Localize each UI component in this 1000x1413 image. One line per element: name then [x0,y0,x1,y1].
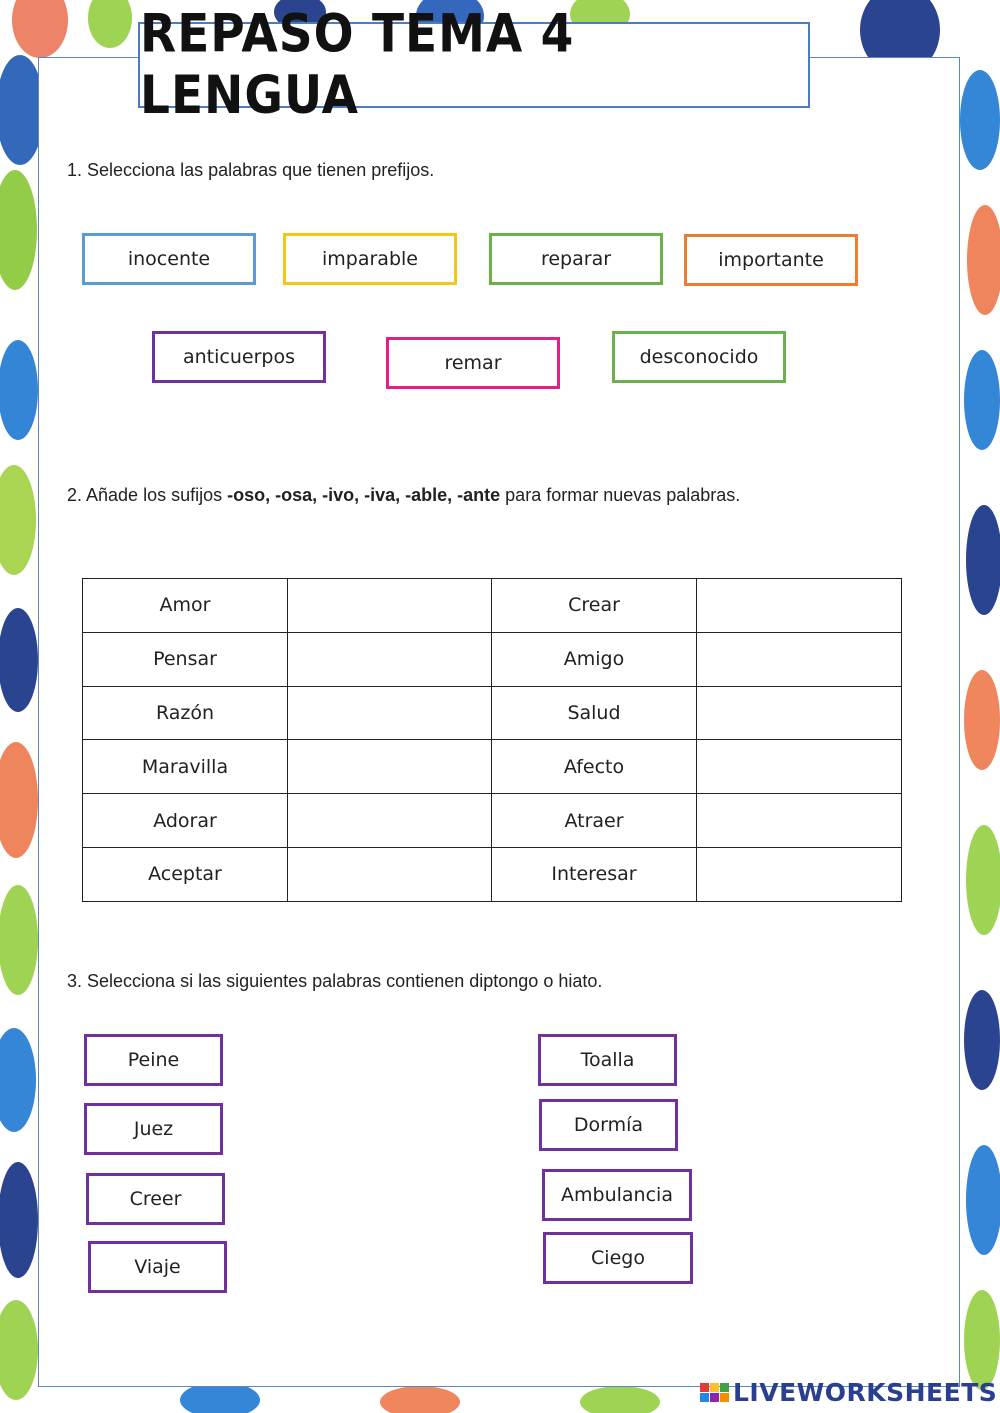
word-box-prefix[interactable]: anticuerpos [152,331,326,383]
answer-cell[interactable] [697,686,902,740]
answer-cell[interactable] [697,794,902,848]
answer-input[interactable] [288,740,491,793]
base-word-cell: Amor [83,579,288,633]
table-row [83,740,902,794]
table-row [83,579,902,633]
watermark-text: LIVEWORKSHEETS [733,1377,998,1407]
table-row [83,847,902,901]
base-word-cell: Aceptar [83,847,288,901]
table-row [83,632,902,686]
base-word-cell: Salud [492,686,697,740]
answer-input[interactable] [288,579,491,632]
base-word-cell: Atraer [492,794,697,848]
word-box-diphthong-hiatus[interactable]: Toalla [538,1034,677,1086]
answer-input[interactable] [288,633,491,686]
word-box-prefix[interactable]: desconocido [612,331,786,383]
word-box-diphthong-hiatus[interactable]: Juez [84,1103,223,1155]
answer-input[interactable] [288,794,491,847]
answer-cell[interactable] [288,740,492,794]
answer-cell[interactable] [697,740,902,794]
word-box-diphthong-hiatus[interactable]: Peine [84,1034,223,1086]
word-box-prefix[interactable]: remar [386,337,560,389]
answer-input[interactable] [697,687,901,740]
section2-prompt [67,485,740,506]
base-word-cell: Afecto [492,740,697,794]
word-box-diphthong-hiatus[interactable]: Dormía [539,1099,678,1151]
suffix-table [82,578,902,902]
answer-input[interactable] [288,687,491,740]
section3-prompt: 3. Selecciona si las siguientes palabras contienen diptongo o hiato. [67,971,603,991]
section1-prompt: 1. Selecciona las palabras que tienen prefijos. [67,160,435,180]
answer-cell[interactable] [288,632,492,686]
answer-cell[interactable] [288,847,492,901]
word-box-prefix[interactable]: imparable [283,233,457,285]
table-row [83,794,902,848]
base-word-cell: Amigo [492,632,697,686]
word-box-diphthong-hiatus[interactable]: Ambulancia [542,1169,692,1221]
table-row [83,686,902,740]
word-box-diphthong-hiatus[interactable]: Creer [86,1173,225,1225]
base-word-cell: Adorar [83,794,288,848]
section2-prompt-start: 2. Añade los sufijos [67,485,228,505]
page-title: REPASO TEMA 4 LENGUA [140,3,575,127]
answer-cell[interactable] [288,794,492,848]
word-box-prefix[interactable]: importante [684,234,858,286]
answer-input[interactable] [697,848,901,901]
answer-cell[interactable] [288,686,492,740]
answer-cell[interactable] [697,847,902,901]
base-word-cell: Interesar [492,847,697,901]
base-word-cell: Pensar [83,632,288,686]
answer-cell[interactable] [697,579,902,633]
answer-input[interactable] [697,740,901,793]
base-word-cell: Razón [83,686,288,740]
base-word-cell: Crear [492,579,697,633]
answer-input[interactable] [288,848,491,901]
answer-input[interactable] [697,633,901,686]
base-word-cell: Maravilla [83,740,288,794]
word-box-prefix[interactable]: inocente [82,233,256,285]
answer-cell[interactable] [697,632,902,686]
liveworksheets-watermark [700,1378,997,1406]
answer-input[interactable] [697,579,901,632]
section2-suffix-list: -oso, -osa, -ivo, -iva, -able, -ante [227,485,501,505]
liveworksheets-logo-icon [700,1383,729,1402]
word-box-prefix[interactable]: reparar [489,233,663,285]
answer-cell[interactable] [288,579,492,633]
title-box [138,3,810,127]
section2-prompt-end: para formar nuevas palabras. [500,485,741,505]
answer-input[interactable] [697,794,901,847]
word-box-diphthong-hiatus[interactable]: Viaje [88,1241,227,1293]
word-box-diphthong-hiatus[interactable]: Ciego [543,1232,693,1284]
